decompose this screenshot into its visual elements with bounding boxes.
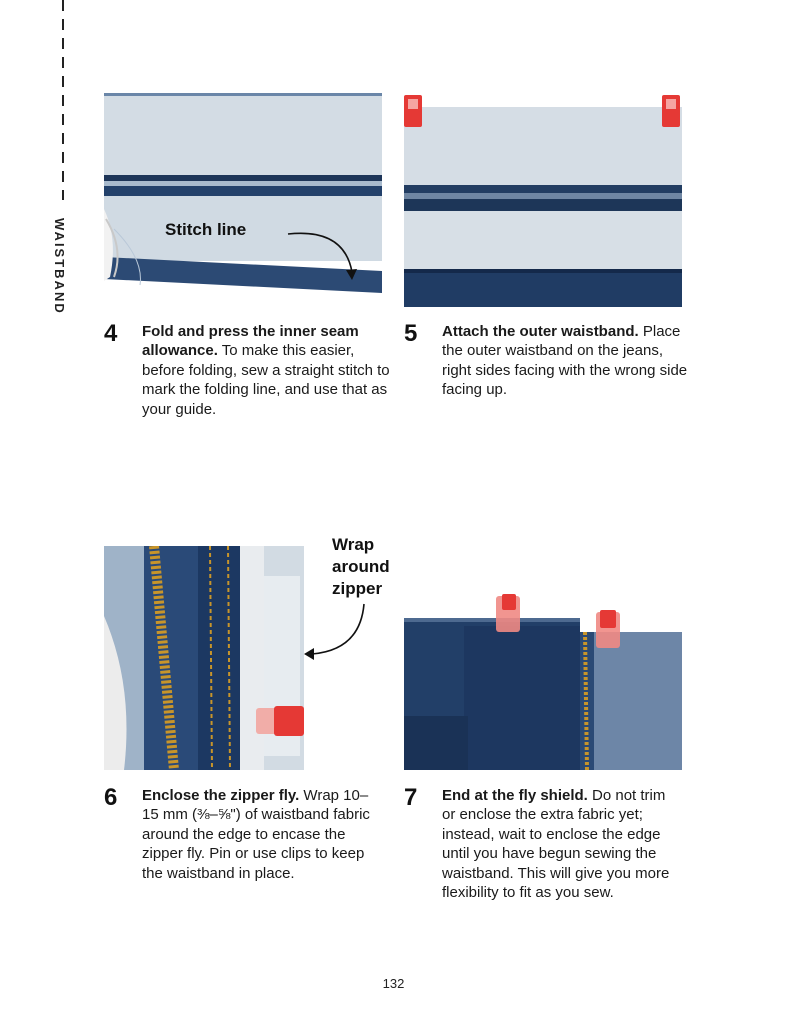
step-description: Attach the outer waistband. Place the outer waistband on the jeans, right sides facing with the wrong side facing up. xyxy=(442,323,688,399)
step-number: 7 xyxy=(404,784,418,811)
stitch-line-callout: Stitch line xyxy=(165,220,247,239)
wrap-zipper-callout: Wrap around zipper xyxy=(332,535,390,598)
stitch-line-arrow xyxy=(286,226,366,286)
section-label: WAISTBAND xyxy=(52,218,67,315)
photo-step-6 xyxy=(104,546,304,770)
step-description: Fold and press the inner seam allowance. To make this easier, before folding, sew a straight stitch to mark the folding line, and use that as your guide. xyxy=(142,323,390,418)
wrap-zipper-arrow xyxy=(300,600,370,662)
step-number: 6 xyxy=(104,784,118,811)
step-description: Enclose the zipper fly. Wrap 10–15 mm (⅜–⅝") of waistband fabric around the edge to encase the zipper fly. Pin or use clips to keep the waistband in place. xyxy=(142,787,370,882)
photo-step-5 xyxy=(404,89,682,307)
step-description: End at the fly shield. Do not trim or enclose the extra fabric yet; instead, wait to enclose the edge until you have begun sewing the waistband. This will give you more flexibility to fit as you sew. xyxy=(442,787,670,902)
step-number: 4 xyxy=(104,320,118,347)
photo-step-7 xyxy=(404,546,682,770)
step-number: 5 xyxy=(404,320,418,347)
page-number: 132 xyxy=(382,976,405,991)
section-divider-rule xyxy=(62,0,64,200)
